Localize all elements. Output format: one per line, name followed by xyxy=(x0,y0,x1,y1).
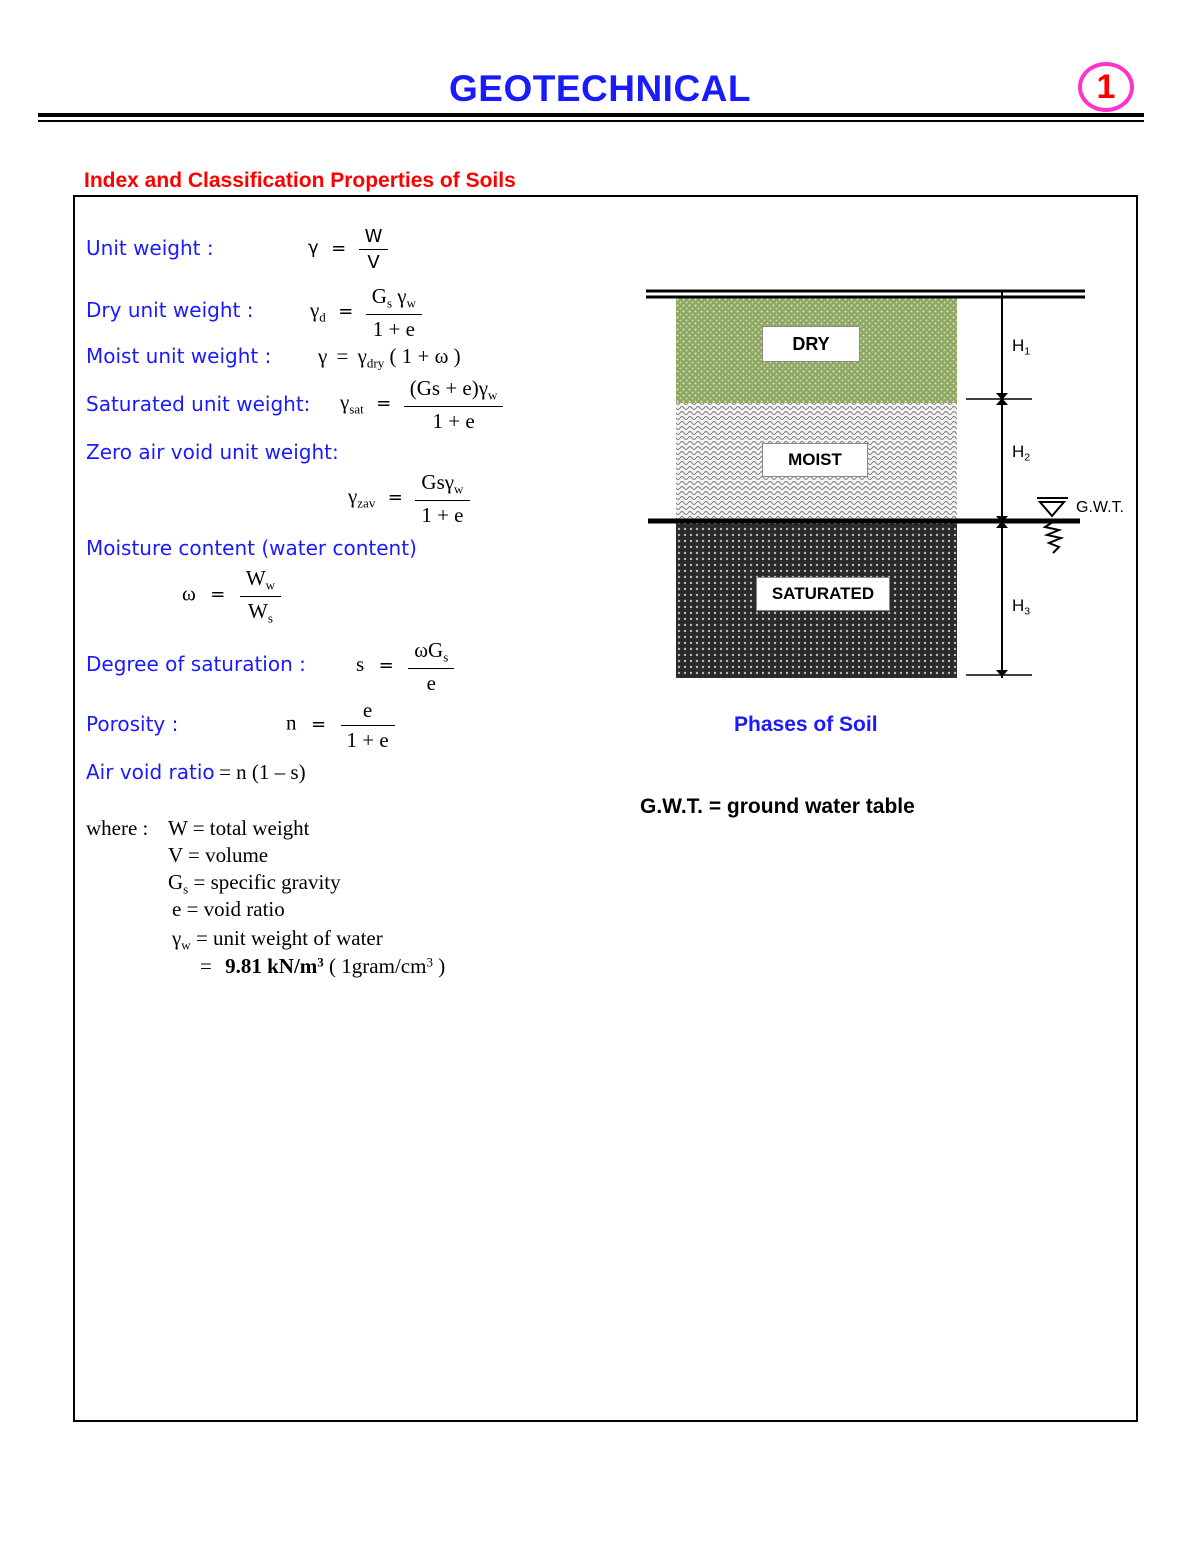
gwt-spring-icon xyxy=(1045,522,1061,553)
moist-unit-weight-formula: $\gamma = \gamma_{dry}$ ( 1 + ω ) xyxy=(318,344,461,371)
height-h2-label: $H_2$ xyxy=(1012,442,1031,464)
saturated-unit-weight-formula: $\gamma_{sat}$ = $\frac{(Gs + e)\gamma_w}{1 + e}$ xyxy=(340,376,503,434)
dry-layer-label: DRY xyxy=(762,326,860,362)
header-rule-thin xyxy=(38,120,1144,122)
page-title: GEOTECHNICAL xyxy=(449,68,751,109)
moisture-content-label: Moisture content (water content) xyxy=(86,536,417,560)
soil-phases-diagram xyxy=(640,280,1140,690)
diagram-caption: Phases of Soil xyxy=(734,713,878,736)
saturated-layer-label: SATURATED xyxy=(756,577,890,611)
definition-gs: $G_s$ = specific gravity xyxy=(168,870,341,897)
porosity-label: Porosity : xyxy=(86,712,179,736)
gwt-note: G.W.T. = ground water table xyxy=(640,795,915,818)
dry-unit-weight-fraction: $\frac{G_s \gamma_w}{1 + e}$ xyxy=(366,284,422,342)
dry-unit-weight-formula: $\gamma_d$ = $\frac{G_s \gamma_w}{1 + e}$ xyxy=(310,284,422,342)
definition-gamma-w: $\gamma_w$ = unit weight of water xyxy=(172,926,383,953)
degree-of-saturation-formula: s = $\frac{\omega G_s}{e}$ xyxy=(356,638,454,696)
gwt-triangle-icon xyxy=(1040,502,1064,516)
definitions-intro: where : xyxy=(86,816,149,840)
porosity-formula: n = $\frac{e}{1 + e}$ xyxy=(286,698,395,753)
moist-unit-weight-label: Moist unit weight : xyxy=(86,344,272,368)
zero-air-void-formula: $\gamma_{zav}$ = $\frac{Gs\gamma_w}{1 + e}$ xyxy=(348,470,470,528)
unit-weight-fraction: $\frac{W}{V}$ xyxy=(359,226,389,273)
definition-v: V = volume xyxy=(168,843,269,867)
dry-unit-weight-label: Dry unit weight : xyxy=(86,298,254,322)
section-title: Index and Classification Properties of Soils xyxy=(84,169,516,192)
moist-layer-label: MOIST xyxy=(762,443,868,477)
gwt-label: G.W.T. xyxy=(1076,499,1124,516)
definition-gamma-w-value: = 9.81 $kN/m^3$ ( $1gram/cm^3$ ) xyxy=(200,954,446,978)
porosity-fraction: $\frac{e}{1 + e}$ xyxy=(341,698,395,753)
air-void-ratio-formula: Air void ratio = n (1 – s) xyxy=(86,760,306,784)
unit-weight-formula: γ = $\frac{W}{V}$ xyxy=(308,226,388,273)
moisture-content-fraction: $\frac{W_w}{W_s}$ xyxy=(240,566,281,626)
zero-air-void-fraction: $\frac{Gs\gamma_w}{1 + e}$ xyxy=(415,470,469,528)
height-h3-label: $H_3$ xyxy=(1012,596,1031,618)
saturated-unit-weight-fraction: $\frac{(Gs + e)\gamma_w}{1 + e}$ xyxy=(404,376,504,434)
definition-w: W = total weight xyxy=(168,816,310,840)
zero-air-void-label: Zero air void unit weight: xyxy=(86,440,339,464)
moisture-content-formula: ω = $\frac{W_w}{W_s}$ xyxy=(182,566,281,626)
unit-weight-label: Unit weight : xyxy=(86,236,214,260)
page-number-badge: 1 xyxy=(1078,62,1134,112)
height-h1-label: $H_1$ xyxy=(1012,336,1031,358)
degree-of-saturation-label: Degree of saturation : xyxy=(86,652,306,676)
degree-of-saturation-fraction: $\frac{\omega G_s}{e}$ xyxy=(408,638,454,696)
definition-e: e = void ratio xyxy=(172,897,285,921)
saturated-unit-weight-label: Saturated unit weight: xyxy=(86,392,311,416)
header-rule xyxy=(38,113,1144,117)
